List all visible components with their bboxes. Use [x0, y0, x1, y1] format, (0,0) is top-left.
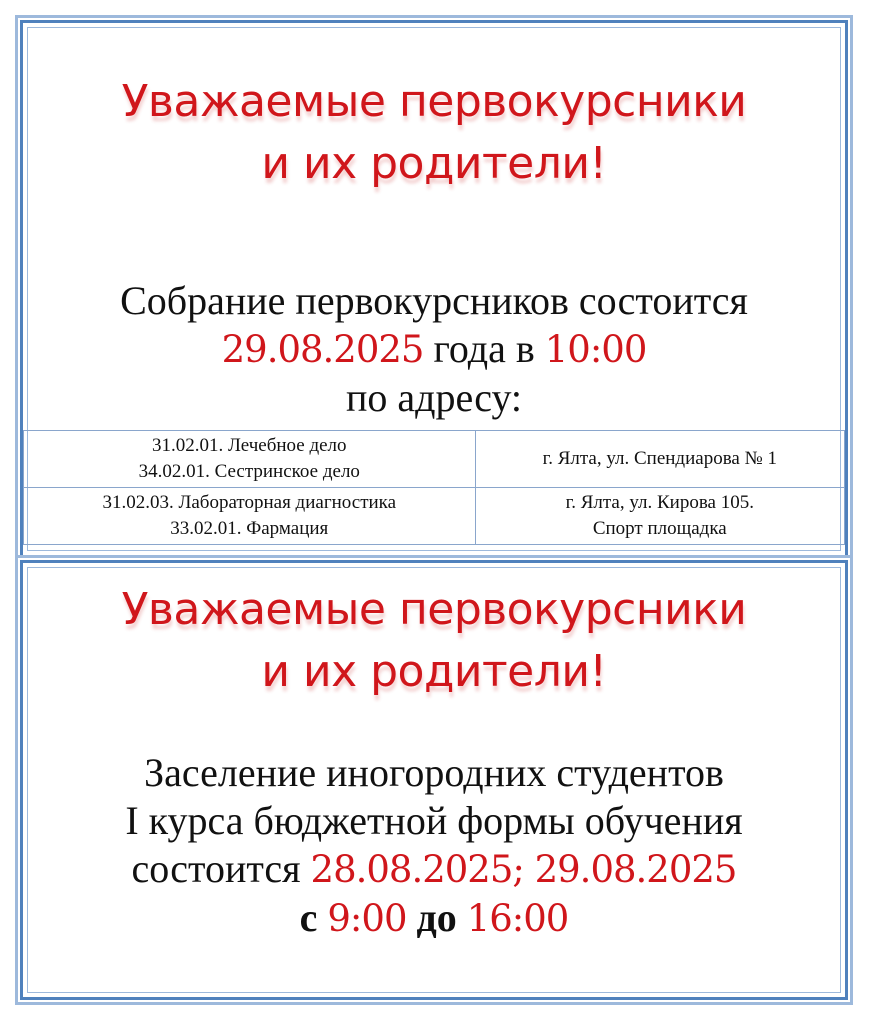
heading-line-2: и их родители! [261, 646, 607, 697]
heading-line-2: и их родители! [261, 138, 607, 189]
address-line: г. Ялта, ул. Спендиарова № 1 [542, 448, 777, 469]
time-from: 9:00 [327, 897, 407, 940]
settlement-prefix: состоится [131, 846, 301, 891]
address-table [23, 430, 845, 545]
heading-line-1: Уважаемые первокурсники [121, 76, 747, 127]
meeting-heading [23, 71, 845, 195]
address-line: Спорт площадка [592, 518, 727, 539]
meeting-line-3: по адресу: [345, 375, 523, 420]
settlement-line-2: I курса бюджетной формы обучения [125, 798, 743, 843]
settlement-heading [23, 579, 845, 703]
meeting-notice-card [20, 20, 848, 558]
settlement-notice-card [20, 560, 848, 1000]
specialty-item: 34.02.01. Сестринское дело [138, 461, 360, 482]
heading-line-1: Уважаемые первокурсники [121, 584, 747, 635]
from-word: с [299, 895, 318, 940]
settlement-line-3 [23, 845, 845, 894]
specialty-cell [24, 431, 476, 488]
meeting-line-2 [23, 325, 845, 374]
table-row [24, 431, 845, 488]
specialty-item: 33.02.01. Фармация [170, 518, 329, 539]
address-line: г. Ялта, ул. Кирова 105. [565, 492, 754, 513]
address-cell [475, 431, 844, 488]
settlement-line-1: Заселение иногородних студентов [144, 750, 724, 795]
settlement-line-4 [23, 894, 845, 943]
specialty-item: 31.02.03. Лабораторная диагностика [102, 492, 397, 513]
specialty-item: 31.02.01. Лечебное дело [152, 435, 347, 456]
meeting-time: 10:00 [544, 328, 647, 371]
to-word: до [416, 895, 457, 940]
meeting-date: 29.08.2025 [221, 328, 424, 371]
meeting-text [23, 277, 845, 422]
address-cell [475, 488, 844, 545]
table-row [24, 488, 845, 545]
meeting-line-1: Собрание первокурсников состоится [120, 278, 748, 323]
meeting-mid-text: года в [433, 326, 535, 371]
specialty-cell [24, 488, 476, 545]
settlement-text [23, 749, 845, 943]
settlement-dates: 28.08.2025; 29.08.2025 [310, 848, 737, 891]
time-to: 16:00 [466, 897, 569, 940]
